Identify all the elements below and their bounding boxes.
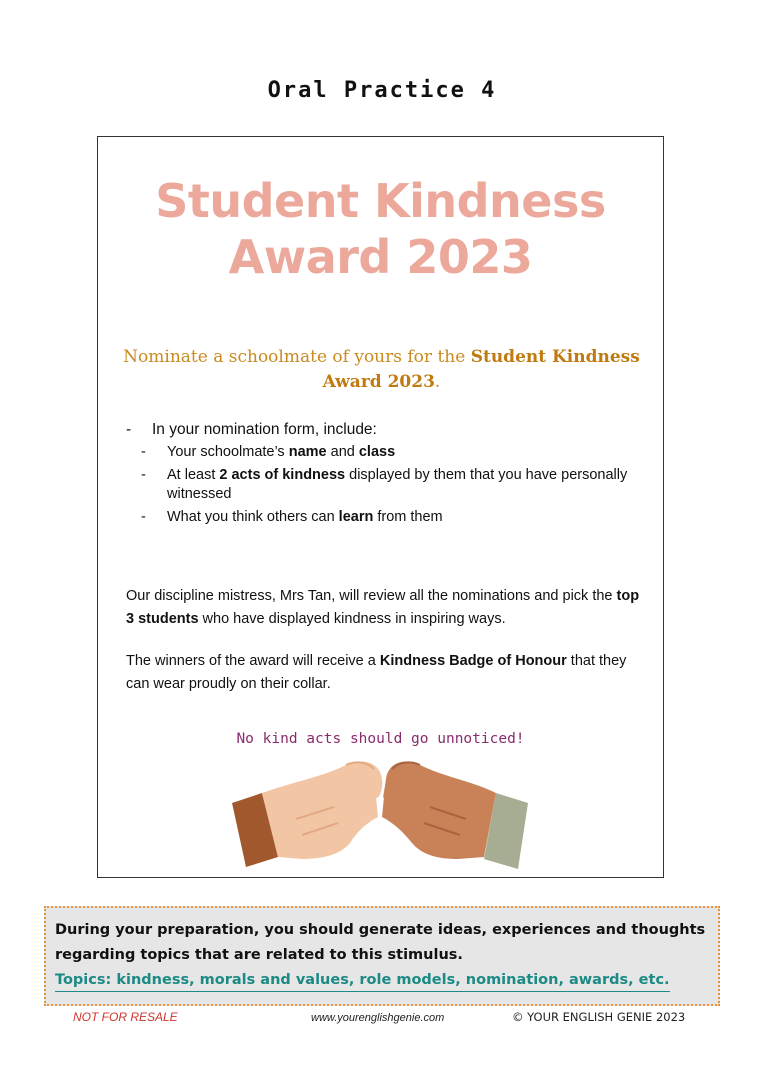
dash-bullet-icon: - <box>126 421 132 438</box>
stimulus-card <box>97 136 664 878</box>
award-title <box>98 173 663 285</box>
item3-bold: learn <box>338 509 374 525</box>
dash-bullet-icon: - <box>141 444 146 460</box>
para2-suffix: that they can wear proudly on their collar. <box>126 653 627 692</box>
info-line-1: During your preparation, you should generate ideas, experiences and thoughts <box>55 922 706 938</box>
nominate-suffix: . <box>434 372 441 392</box>
dash-bullet-icon: - <box>141 467 146 483</box>
award-title-line-2: Award 2023 <box>228 230 533 284</box>
item3-prefix: What you think others can <box>167 509 339 525</box>
footer-not-for-resale: NOT FOR RESALE <box>73 1010 178 1024</box>
heart-hands-icon <box>226 757 536 883</box>
footer-copyright: © YOUR ENGLISH GENIE 2023 <box>512 1010 686 1024</box>
nomination-requirements <box>126 419 646 531</box>
para2-bold: Kindness Badge of Honour <box>379 653 567 669</box>
info-line-2: regarding topics that are related to this stimulus. <box>55 947 463 963</box>
tagline: No kind acts should go unnoticed! <box>236 731 525 747</box>
list-item <box>126 466 646 504</box>
preparation-info-box <box>44 906 720 1006</box>
list-intro-row <box>126 419 646 441</box>
nominate-text <box>118 345 645 395</box>
item3-suffix: from them <box>373 509 443 525</box>
list-item <box>126 508 646 527</box>
review-paragraph <box>126 585 646 631</box>
topics-line: Topics: kindness, morals and values, role models, nomination, awards, etc. <box>55 970 670 992</box>
para1-suffix: who have displayed kindness in inspiring ways. <box>198 611 506 627</box>
para2-prefix: The winners of the award will receive a <box>126 653 380 669</box>
award-title-line-1: Student Kindness <box>155 174 606 228</box>
para1-prefix: Our discipline mistress, Mrs Tan, will review all the nominations and pick the <box>126 588 617 604</box>
item1-mid: and <box>326 444 359 460</box>
list-item <box>126 443 646 462</box>
item1-prefix: Your schoolmate’s <box>167 444 289 460</box>
footer-website: www.yourenglishgenie.com <box>311 1012 445 1024</box>
prize-paragraph <box>126 650 646 696</box>
item2-suffix: displayed by them that you have personally witnessed <box>167 467 628 502</box>
item2-prefix: At least <box>167 467 220 483</box>
nominate-award-name: Student Kindness Award 2023 <box>322 347 640 392</box>
para1-bold: top 3 students <box>126 588 640 627</box>
sub-list <box>126 443 646 527</box>
nominate-prefix: Nominate a schoolmate of yours for the <box>123 347 471 367</box>
item2-bold: 2 acts of kindness <box>219 467 346 483</box>
item1-bold-name: name <box>288 444 327 460</box>
item1-bold-class: class <box>358 444 396 460</box>
page-title: Oral Practice 4 <box>267 78 497 103</box>
dash-bullet-icon: - <box>141 509 146 525</box>
list-intro: In your nomination form, include: <box>152 421 377 438</box>
